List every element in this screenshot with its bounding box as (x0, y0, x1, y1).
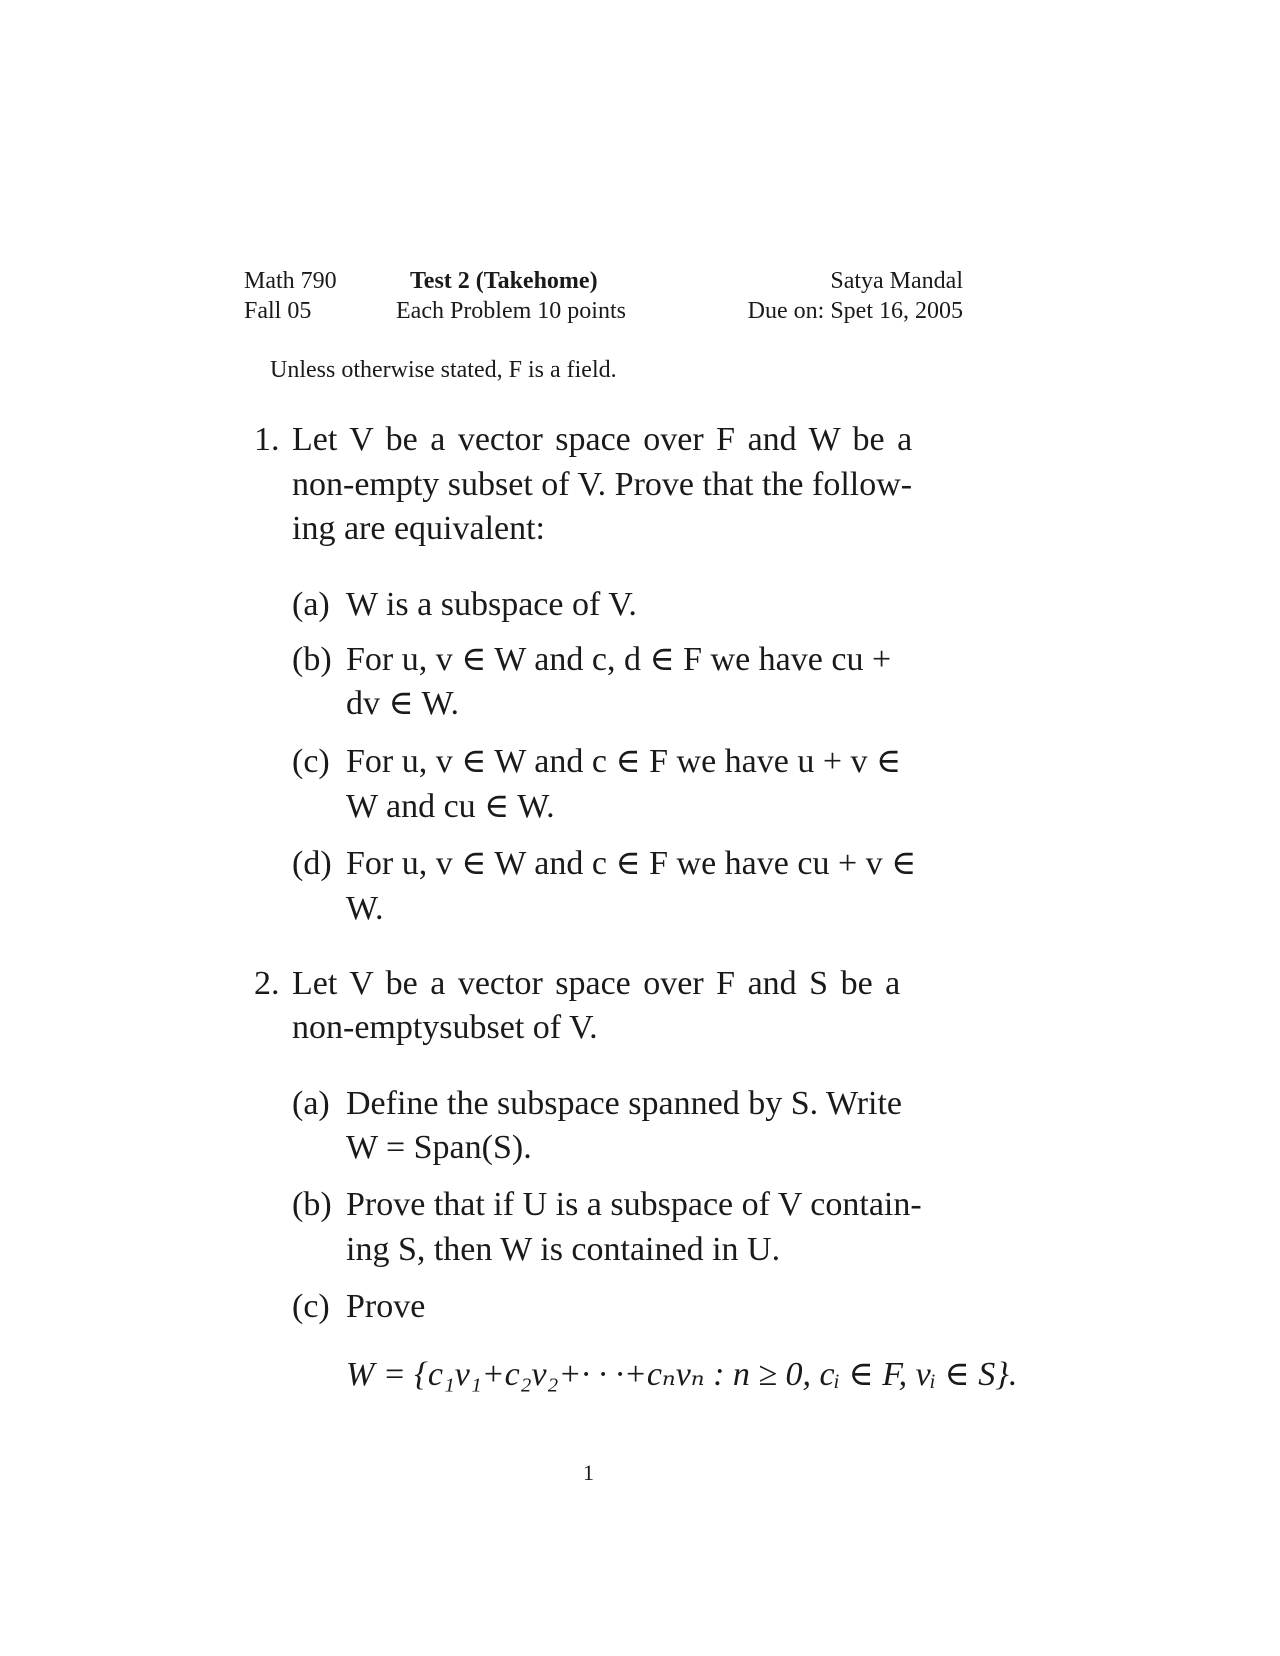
item-text: W and cu ∈ W. (346, 788, 555, 825)
item-label: (c) (292, 1288, 330, 1325)
item-text: W = Span(S). (346, 1129, 532, 1166)
problem-text-line: non-empty subset of V. Prove that the follow- (292, 466, 913, 503)
problem-number: 2. (254, 965, 280, 1002)
item-label: (a) (292, 1085, 330, 1122)
item-text: dv ∈ W. (346, 685, 460, 722)
item-label: (c) (292, 743, 330, 780)
item-text: Prove that if U is a subspace of V contain- (346, 1186, 922, 1223)
item-text: Prove (346, 1288, 426, 1325)
item-text: For u, v ∈ W and c ∈ F we have u + v ∈ (346, 743, 902, 780)
item-text: W. (346, 890, 384, 927)
item-text: ing S, then W is contained in U. (346, 1231, 781, 1268)
item-label: (a) (292, 586, 330, 623)
span-equation: W = {c₁v₁+c₂v₂+· · ·+cₙvₙ : n ≥ 0, cᵢ ∈ F, vᵢ ∈ S}. (346, 1356, 1018, 1393)
problem-text-line: non-emptysubset of V. (292, 1009, 598, 1046)
item-text: For u, v ∈ W and c, d ∈ F we have cu + (346, 641, 892, 678)
term: Fall 05 (244, 298, 312, 324)
problem-text-line: ing are equivalent: (292, 510, 546, 547)
points-info: Each Problem 10 points (396, 298, 626, 324)
instructor-name: Satya Mandal (830, 268, 963, 294)
problem-text-line: Let V be a vector space over F and S be a (292, 965, 901, 1002)
item-text: For u, v ∈ W and c ∈ F we have cu + v ∈ (346, 845, 917, 882)
field-note: Unless otherwise stated, F is a field. (270, 357, 617, 383)
problem-number: 1. (254, 421, 280, 458)
item-label: (b) (292, 641, 332, 678)
due-date: Due on: Spet 16, 2005 (747, 298, 963, 324)
page-number: 1 (583, 1460, 594, 1485)
item-text: W is a subspace of V. (346, 586, 637, 623)
item-text: Define the subspace spanned by S. Write (346, 1085, 903, 1122)
course-name: Math 790 (244, 268, 337, 294)
test-title: Test 2 (Takehome) (410, 268, 598, 294)
problem-text-line: Let V be a vector space over F and W be a (292, 421, 913, 458)
item-label: (d) (292, 845, 332, 882)
item-label: (b) (292, 1186, 332, 1223)
